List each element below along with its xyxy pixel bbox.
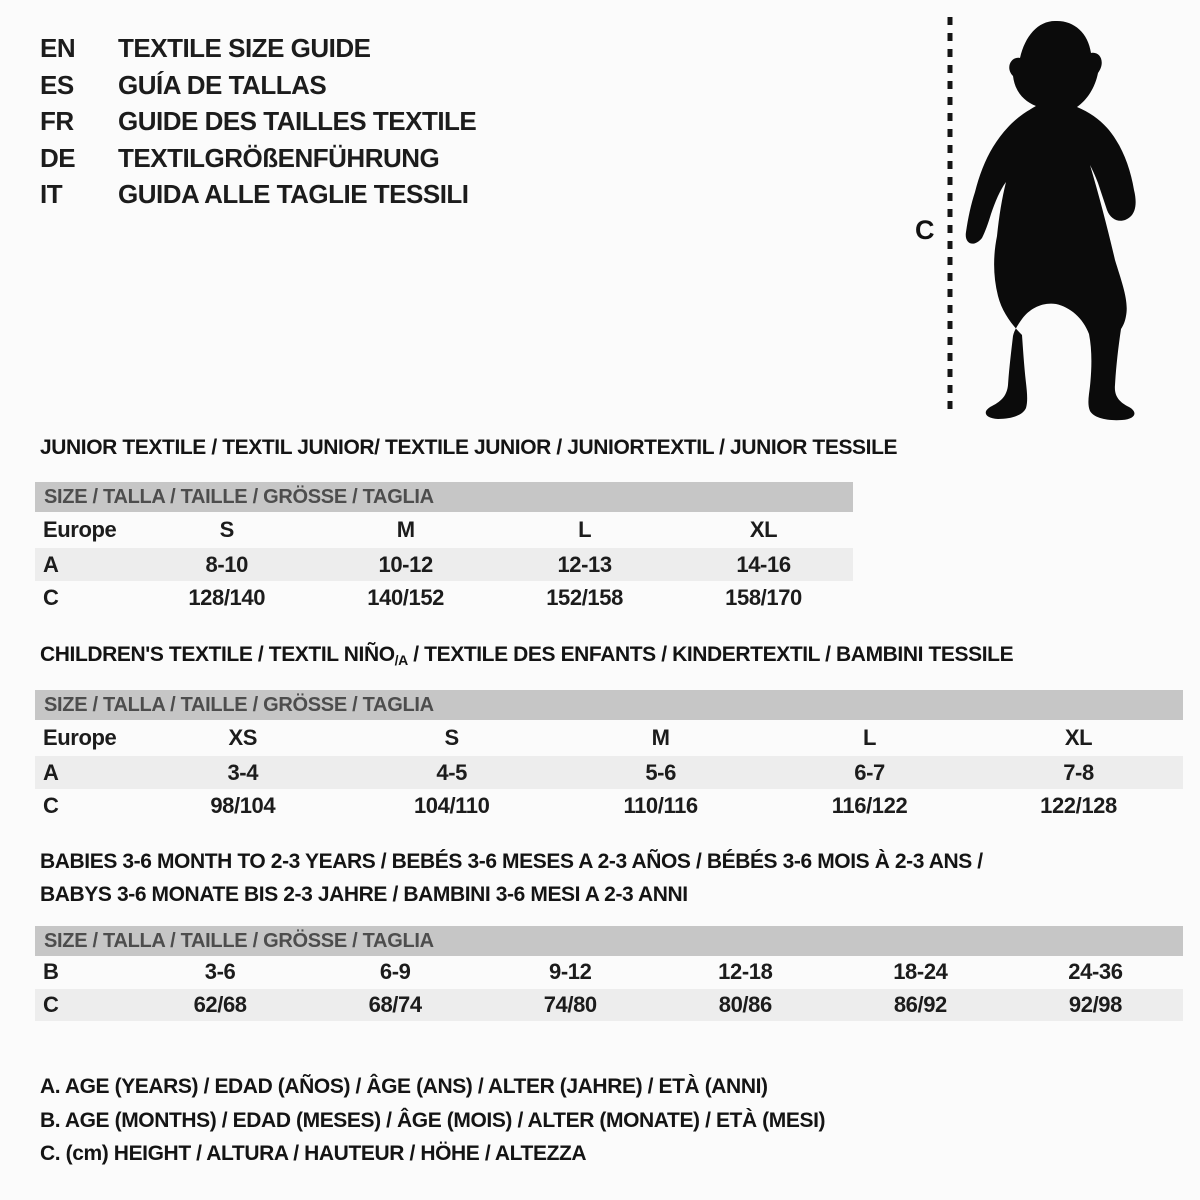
- table-row-age: [35, 756, 1183, 789]
- table-cell: 116/122: [831, 792, 908, 818]
- row-label: C: [43, 584, 59, 610]
- lang-title: TEXTILGRÖßENFÜHRUNG: [118, 142, 440, 173]
- table-cell: 110/116: [623, 792, 698, 818]
- table-cell: L: [578, 517, 592, 542]
- table-cell: 14-16: [674, 548, 853, 581]
- legend-line-height: C. (cm) HEIGHT / ALTURA / HAUTEUR / HÖHE / ALTEZZA: [40, 1142, 587, 1165]
- table-header-size: SIZE / TALLA / TAILLE / GRÖSSE / TAGLIA: [35, 482, 853, 512]
- table-cell: 122/128: [1040, 792, 1117, 818]
- junior-section-title: JUNIOR TEXTILE / TEXTIL JUNIOR/ TEXTILE JUNIOR / JUNIORTEXTIL / JUNIOR TESSILE: [40, 436, 898, 459]
- lang-code: IT: [40, 179, 63, 209]
- table-cell: M: [651, 725, 670, 750]
- children-title-text: CHILDREN'S TEXTILE / TEXTIL NIÑO: [40, 643, 395, 666]
- lang-code: FR: [40, 106, 74, 136]
- children-section-title: [40, 643, 1013, 668]
- table-cell: 3-6: [204, 959, 236, 985]
- lang-title: TEXTILE SIZE GUIDE: [118, 33, 371, 63]
- lang-title: GUÍA DE TALLAS: [118, 69, 327, 100]
- table-cell: 8-10: [137, 548, 316, 581]
- table-cell: 98/104: [210, 792, 276, 818]
- table-cell: 4-5: [347, 756, 556, 789]
- table-cell: 10-12: [316, 548, 495, 581]
- table-row-height: [35, 581, 853, 614]
- toddler-figure: [885, 5, 1165, 435]
- children-title-text: / TEXTILE DES ENFANTS / KINDERTEXTIL / BAMBINI TESSILE: [407, 643, 1014, 666]
- table-cell: L: [863, 725, 877, 750]
- table-cell: 92/98: [1008, 989, 1183, 1022]
- children-size-table: [35, 690, 1183, 822]
- table-cell: S: [219, 517, 234, 542]
- language-title-list: [40, 30, 476, 213]
- lang-title: GUIDA ALLE TAGLIE TESSILI: [118, 179, 469, 209]
- babies-section-title-line1: BABIES 3-6 MONTH TO 2-3 YEARS / BEBÉS 3-6 MESES A 2-3 AÑOS / BÉBÉS 3-6 MOIS À 2-3 ANS /: [40, 850, 983, 873]
- table-cell: 74/80: [483, 989, 658, 1022]
- table-row-height: [35, 789, 1183, 822]
- junior-size-table: [35, 482, 853, 614]
- table-cell: 80/86: [658, 989, 833, 1022]
- table-row-height: [35, 989, 1183, 1022]
- table-cell: XL: [1064, 725, 1093, 750]
- row-label: C: [43, 792, 59, 818]
- row-label: B: [43, 959, 59, 985]
- table-cell: 3-4: [138, 756, 347, 789]
- table-cell: 12-18: [718, 959, 773, 985]
- babies-section-title-line2: BABYS 3-6 MONATE BIS 2-3 JAHRE / BAMBINI 3-6 MESI A 2-3 ANNI: [40, 883, 688, 906]
- table-cell: 62/68: [133, 989, 308, 1022]
- legend-line-age-months: B. AGE (MONTHS) / EDAD (MESES) / ÂGE (MOIS) / ALTER (MONATE) / ETÀ (MESI): [40, 1108, 826, 1132]
- table-cell: S: [444, 725, 459, 750]
- legend: [40, 1070, 825, 1171]
- table-cell: 18-24: [893, 959, 948, 985]
- row-label: C: [35, 989, 133, 1022]
- lang-code: ES: [40, 69, 74, 100]
- table-cell: XS: [228, 725, 258, 750]
- table-cell: 140/152: [367, 584, 445, 610]
- row-label: A: [35, 548, 137, 581]
- table-cell: 7-8: [974, 756, 1183, 789]
- row-label: Europe: [43, 725, 117, 750]
- table-cell: 128/140: [188, 584, 266, 610]
- height-measure-label: C: [915, 215, 935, 245]
- babies-size-table: [35, 926, 1183, 1021]
- legend-line-age-years: A. AGE (YEARS) / EDAD (AÑOS) / ÂGE (ANS) / ALTER (JAHRE) / ETÀ (ANNI): [40, 1075, 768, 1098]
- table-row-months: [35, 956, 1183, 989]
- lang-code: EN: [40, 33, 76, 63]
- table-cell: 86/92: [833, 989, 1008, 1022]
- children-title-subscript: /A: [394, 652, 408, 668]
- lang-code: DE: [40, 142, 76, 173]
- table-row-age: [35, 548, 853, 581]
- table-cell: 158/170: [725, 584, 802, 610]
- table-cell: 68/74: [308, 989, 483, 1022]
- table-cell: 152/158: [546, 584, 623, 610]
- table-header-size: SIZE / TALLA / TAILLE / GRÖSSE / TAGLIA: [35, 690, 1183, 720]
- table-cell: 104/110: [413, 792, 490, 818]
- table-cell: M: [396, 517, 415, 542]
- row-label: A: [35, 756, 138, 789]
- table-cell: 6-7: [765, 756, 974, 789]
- lang-title: GUIDE DES TAILLES TEXTILE: [118, 106, 477, 136]
- table-row-europe: [35, 512, 853, 548]
- table-cell: 6-9: [379, 959, 411, 985]
- table-cell: XL: [749, 517, 778, 542]
- table-row-europe: [35, 720, 1183, 756]
- row-label: Europe: [43, 517, 117, 542]
- table-cell: 24-36: [1068, 959, 1123, 985]
- table-cell: 9-12: [549, 959, 592, 985]
- table-cell: 12-13: [495, 548, 674, 581]
- table-cell: 5-6: [556, 756, 765, 789]
- table-header-size: SIZE / TALLA / TAILLE / GRÖSSE / TAGLIA: [35, 926, 1183, 956]
